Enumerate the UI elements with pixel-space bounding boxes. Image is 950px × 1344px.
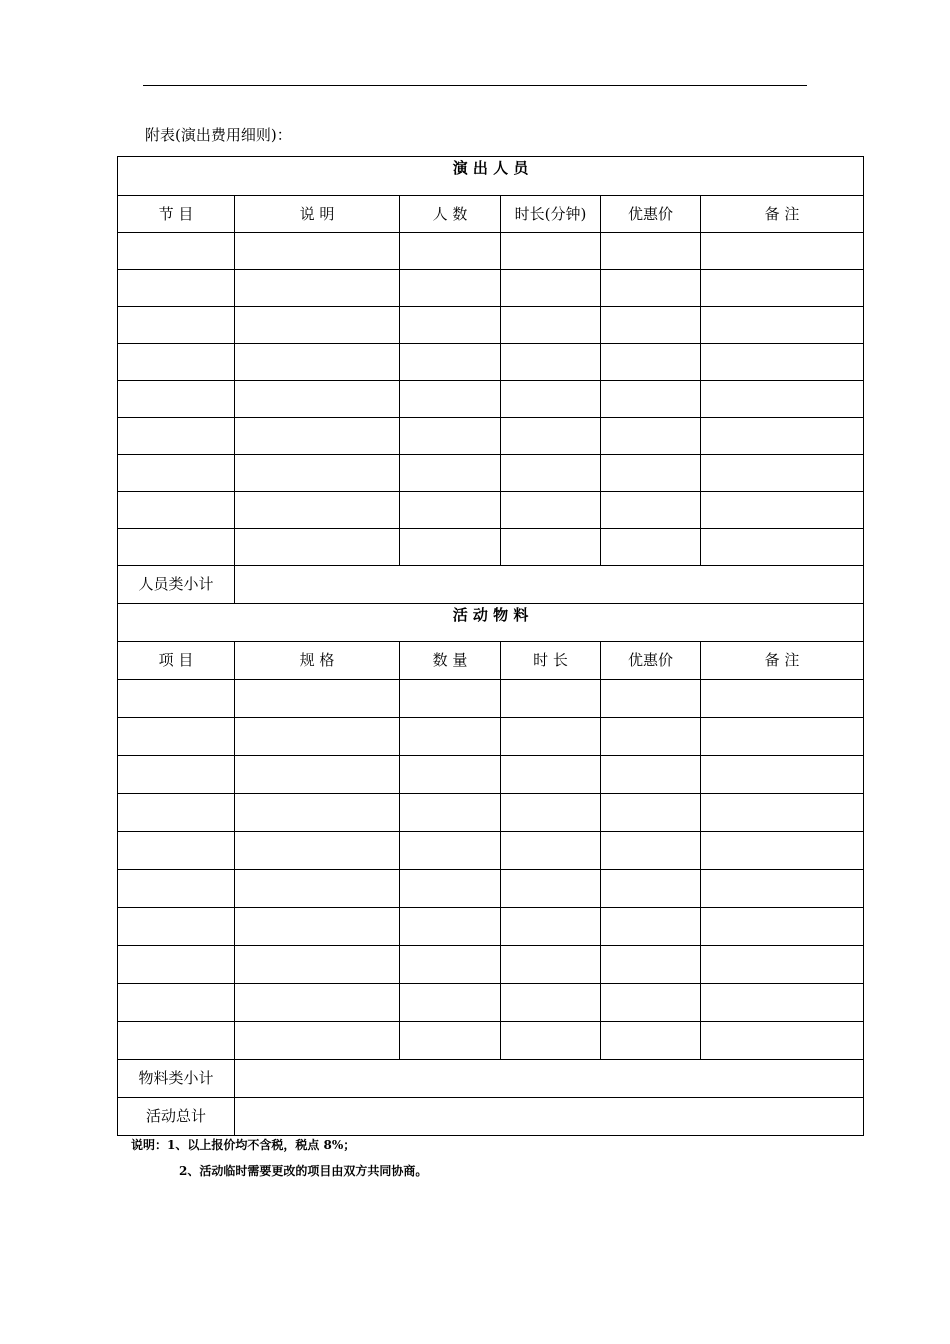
performers-rows bbox=[118, 233, 864, 566]
performers-section-title: 演 出 人 员 bbox=[118, 157, 864, 196]
performers-table-cell bbox=[501, 233, 601, 270]
materials-header-quantity: 数 量 bbox=[400, 642, 501, 680]
performers-table-cell bbox=[501, 418, 601, 455]
materials-table-cell bbox=[235, 870, 400, 908]
performers-table-cell bbox=[118, 381, 235, 418]
materials-table-cell bbox=[501, 718, 601, 756]
materials-table-cell bbox=[701, 756, 864, 794]
materials-table-cell bbox=[701, 908, 864, 946]
materials-table-cell bbox=[601, 870, 701, 908]
performers-header-duration: 时长(分钟) bbox=[501, 196, 601, 233]
performers-table-cell bbox=[701, 455, 864, 492]
performers-header-discount-price: 优惠价 bbox=[601, 196, 701, 233]
materials-table-cell bbox=[118, 718, 235, 756]
performers-table-cell bbox=[400, 492, 501, 529]
materials-table-cell bbox=[400, 1022, 501, 1060]
materials-table-cell bbox=[701, 832, 864, 870]
materials-table-cell bbox=[501, 756, 601, 794]
materials-table-cell bbox=[118, 794, 235, 832]
performers-table-cell bbox=[501, 270, 601, 307]
performers-table-cell bbox=[235, 381, 400, 418]
materials-header-remarks: 备 注 bbox=[701, 642, 864, 680]
performers-table-cell bbox=[235, 307, 400, 344]
materials-table-cell bbox=[400, 984, 501, 1022]
performers-table-cell bbox=[400, 307, 501, 344]
materials-table-cell bbox=[501, 946, 601, 984]
performers-header-description: 说 明 bbox=[235, 196, 400, 233]
performers-table-cell bbox=[400, 455, 501, 492]
performers-table-cell bbox=[501, 344, 601, 381]
performers-header-remarks: 备 注 bbox=[701, 196, 864, 233]
performers-table-cell bbox=[400, 270, 501, 307]
performers-table-row bbox=[118, 270, 864, 307]
materials-table-cell bbox=[118, 984, 235, 1022]
performers-table-cell bbox=[501, 307, 601, 344]
materials-table-cell bbox=[118, 908, 235, 946]
performers-table-cell bbox=[601, 418, 701, 455]
materials-table-cell bbox=[601, 756, 701, 794]
materials-table-cell bbox=[601, 946, 701, 984]
materials-table-cell bbox=[118, 1022, 235, 1060]
performers-table-cell bbox=[118, 492, 235, 529]
performers-table-row bbox=[118, 381, 864, 418]
performers-table-cell bbox=[701, 529, 864, 566]
materials-table-row bbox=[118, 870, 864, 908]
performers-table-cell bbox=[601, 233, 701, 270]
performers-table-cell bbox=[400, 529, 501, 566]
performers-header-program: 节 目 bbox=[118, 196, 235, 233]
header-rule bbox=[143, 85, 807, 86]
materials-table-cell bbox=[701, 870, 864, 908]
performers-table-cell bbox=[601, 529, 701, 566]
materials-table-cell bbox=[118, 680, 235, 718]
materials-table-cell bbox=[400, 756, 501, 794]
performers-table-cell bbox=[601, 492, 701, 529]
materials-table-cell bbox=[601, 794, 701, 832]
materials-table-cell bbox=[235, 1022, 400, 1060]
materials-table-row bbox=[118, 946, 864, 984]
performers-table-row bbox=[118, 418, 864, 455]
materials-table-cell bbox=[601, 680, 701, 718]
performers-table-cell bbox=[118, 270, 235, 307]
materials-table-cell bbox=[501, 1022, 601, 1060]
performers-table-cell bbox=[235, 233, 400, 270]
materials-table-cell bbox=[118, 832, 235, 870]
materials-table-cell bbox=[501, 908, 601, 946]
performers-subtotal-value bbox=[235, 566, 864, 604]
performers-table-cell bbox=[235, 270, 400, 307]
performers-table-cell bbox=[118, 233, 235, 270]
materials-table-cell bbox=[118, 946, 235, 984]
materials-table-cell bbox=[118, 756, 235, 794]
materials-table-cell bbox=[400, 946, 501, 984]
performers-table-cell bbox=[601, 455, 701, 492]
materials-rows bbox=[118, 680, 864, 1060]
materials-table-cell bbox=[235, 984, 400, 1022]
performers-table-cell bbox=[501, 381, 601, 418]
performers-table-cell bbox=[400, 233, 501, 270]
performers-table-cell bbox=[501, 455, 601, 492]
materials-table-cell bbox=[501, 832, 601, 870]
performers-table-row bbox=[118, 233, 864, 270]
materials-table-cell bbox=[501, 794, 601, 832]
performers-table-cell bbox=[235, 455, 400, 492]
materials-subtotal-label: 物料类小计 bbox=[118, 1060, 235, 1098]
materials-table-cell bbox=[235, 946, 400, 984]
materials-table-cell bbox=[235, 680, 400, 718]
activity-total-label: 活动总计 bbox=[118, 1098, 235, 1136]
performers-table-cell bbox=[235, 529, 400, 566]
materials-table-cell bbox=[400, 718, 501, 756]
materials-table-row bbox=[118, 908, 864, 946]
materials-table-row bbox=[118, 756, 864, 794]
materials-table-cell bbox=[501, 984, 601, 1022]
materials-table-cell bbox=[400, 908, 501, 946]
table-caption: 附表(演出费用细则)： bbox=[145, 126, 292, 144]
note-line-2: 2、活动临时需要更改的项目由双方共同协商。 bbox=[179, 1164, 428, 1178]
notes bbox=[131, 1137, 428, 1178]
performers-table-cell bbox=[118, 344, 235, 381]
materials-section-title: 活 动 物 料 bbox=[118, 604, 864, 642]
performers-table-cell bbox=[235, 344, 400, 381]
performers-table-cell bbox=[601, 307, 701, 344]
materials-table-cell bbox=[701, 718, 864, 756]
performers-table-cell bbox=[400, 381, 501, 418]
materials-table-cell bbox=[701, 1022, 864, 1060]
materials-table-cell bbox=[400, 870, 501, 908]
materials-header-item: 项 目 bbox=[118, 642, 235, 680]
materials-table-cell bbox=[235, 908, 400, 946]
materials-table-cell bbox=[601, 908, 701, 946]
performers-table-cell bbox=[701, 270, 864, 307]
materials-table-row bbox=[118, 832, 864, 870]
materials-table-cell bbox=[701, 680, 864, 718]
materials-table-row bbox=[118, 984, 864, 1022]
materials-table-cell bbox=[601, 1022, 701, 1060]
materials-table-cell bbox=[400, 832, 501, 870]
performers-table-cell bbox=[118, 455, 235, 492]
performers-table-cell bbox=[701, 492, 864, 529]
performers-table-cell bbox=[501, 492, 601, 529]
materials-table-cell bbox=[400, 794, 501, 832]
performers-table-cell bbox=[701, 418, 864, 455]
cost-detail-table bbox=[117, 156, 864, 1136]
performers-subtotal-label: 人员类小计 bbox=[118, 566, 235, 604]
performers-table-cell bbox=[601, 344, 701, 381]
performers-table-row bbox=[118, 492, 864, 529]
materials-table-row bbox=[118, 1022, 864, 1060]
materials-header-discount-price: 优惠价 bbox=[601, 642, 701, 680]
materials-table-cell bbox=[601, 718, 701, 756]
materials-table-cell bbox=[501, 680, 601, 718]
performers-table-row bbox=[118, 529, 864, 566]
performers-table-cell bbox=[601, 381, 701, 418]
materials-subtotal-value bbox=[235, 1060, 864, 1098]
performers-table-row bbox=[118, 344, 864, 381]
materials-table-cell bbox=[701, 794, 864, 832]
activity-total-value bbox=[235, 1098, 864, 1136]
materials-table-cell bbox=[235, 794, 400, 832]
performers-table-cell bbox=[701, 344, 864, 381]
performers-header-count: 人 数 bbox=[400, 196, 501, 233]
performers-table-cell bbox=[601, 270, 701, 307]
performers-table-cell bbox=[501, 529, 601, 566]
materials-table-cell bbox=[501, 870, 601, 908]
materials-table-cell bbox=[235, 756, 400, 794]
performers-table-cell bbox=[235, 418, 400, 455]
performers-table-cell bbox=[400, 418, 501, 455]
performers-table-row bbox=[118, 307, 864, 344]
performers-table-cell bbox=[235, 492, 400, 529]
materials-table-cell bbox=[235, 832, 400, 870]
performers-table-cell bbox=[701, 307, 864, 344]
note-line-1: 说明：1、以上报价均不含税，税点 8%； bbox=[131, 1138, 356, 1152]
materials-header-spec: 规 格 bbox=[235, 642, 400, 680]
materials-table-row bbox=[118, 680, 864, 718]
performers-table-cell bbox=[118, 418, 235, 455]
materials-table-cell bbox=[118, 870, 235, 908]
performers-table-cell bbox=[701, 381, 864, 418]
performers-table-cell bbox=[701, 233, 864, 270]
materials-table-cell bbox=[701, 946, 864, 984]
performers-table-cell bbox=[118, 529, 235, 566]
materials-table-cell bbox=[400, 680, 501, 718]
performers-table-row bbox=[118, 455, 864, 492]
materials-table-cell bbox=[235, 718, 400, 756]
materials-table-cell bbox=[701, 984, 864, 1022]
performers-table-cell bbox=[118, 307, 235, 344]
materials-table-row bbox=[118, 718, 864, 756]
materials-header-duration: 时 长 bbox=[501, 642, 601, 680]
materials-table-cell bbox=[601, 832, 701, 870]
materials-table-cell bbox=[601, 984, 701, 1022]
materials-table-row bbox=[118, 794, 864, 832]
performers-table-cell bbox=[400, 344, 501, 381]
